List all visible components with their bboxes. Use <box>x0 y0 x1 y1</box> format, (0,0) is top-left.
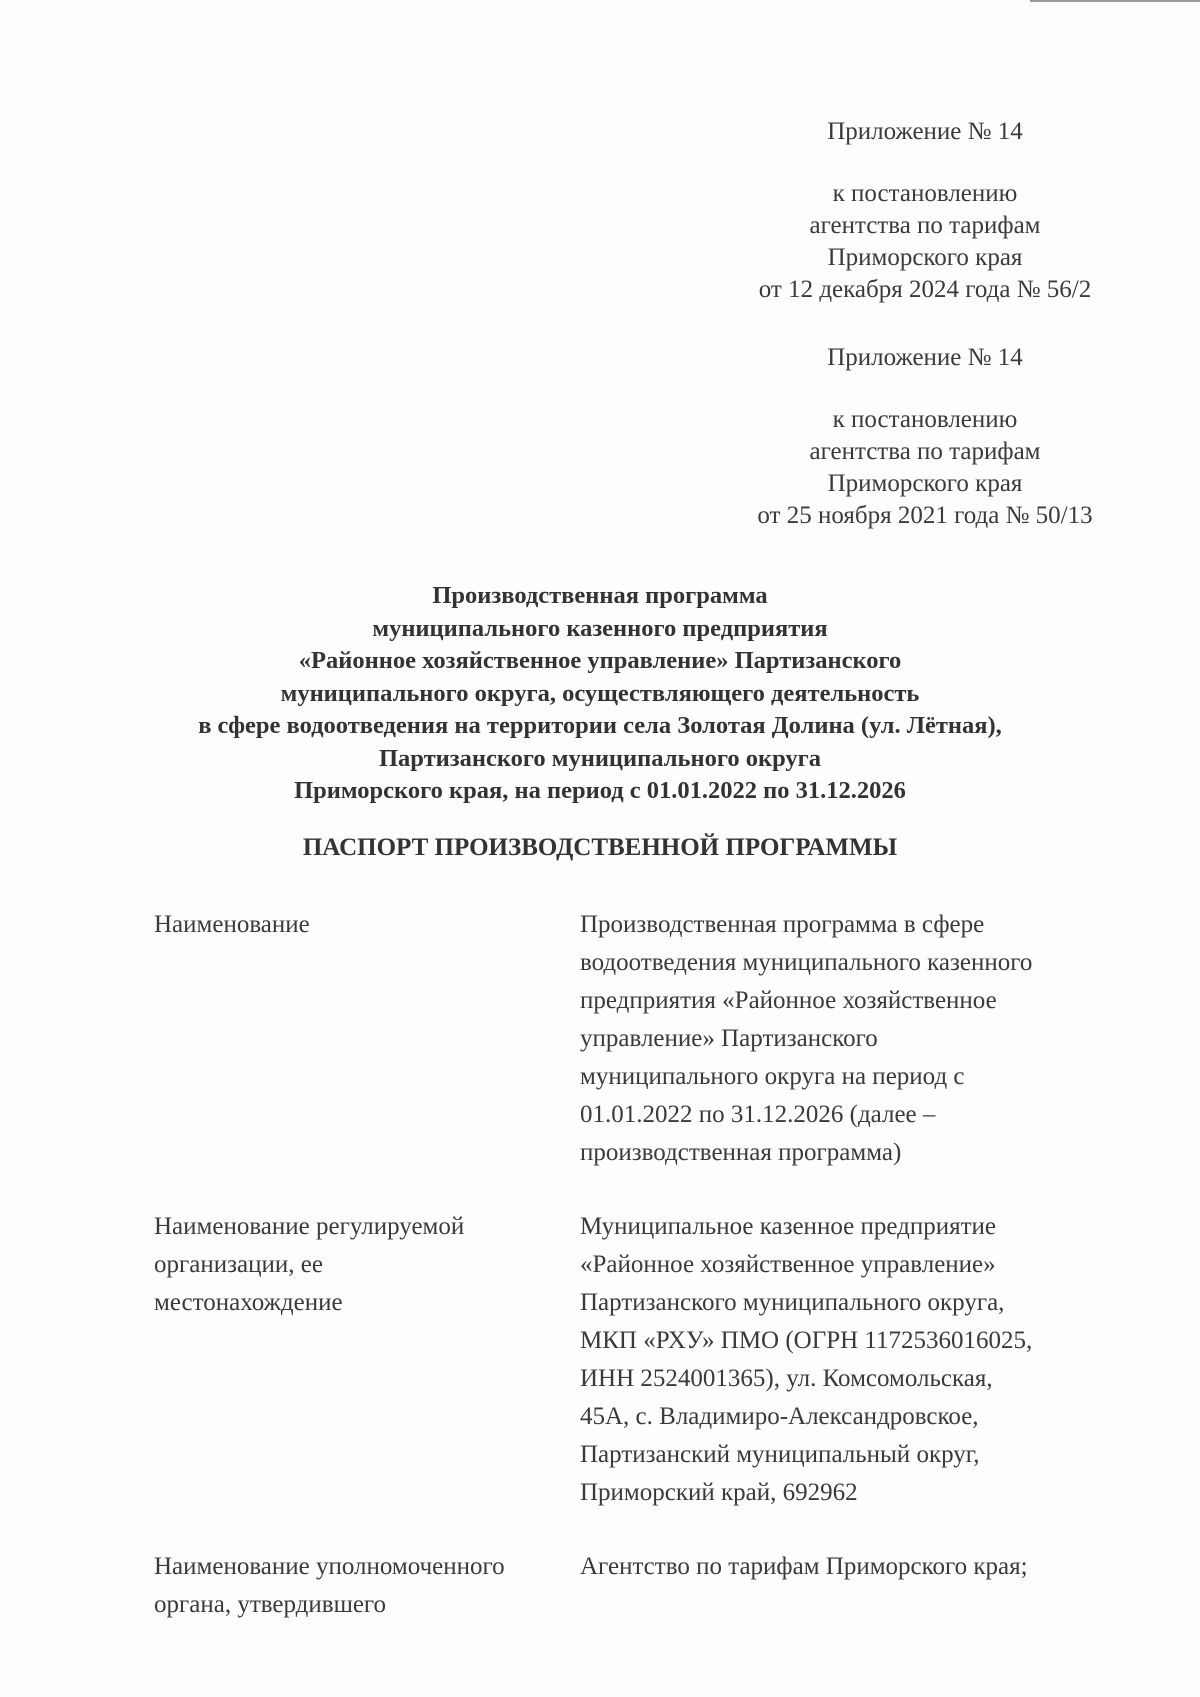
passport-table <box>154 906 1094 1660</box>
title-line: Приморского края, на период с 01.01.2022 по 31.12.2026 <box>294 777 906 804</box>
title-line: Партизанского муниципального округа <box>378 744 822 772</box>
row-value-line: 45А, с. Владимиро-Александровское, <box>580 1403 979 1430</box>
passport-row-authority <box>154 1548 1094 1624</box>
appendix-number: Приложение № 14 <box>827 118 1023 145</box>
title-line: «Районное хозяйственное управление» Партизанского <box>298 647 902 674</box>
passport-row-name <box>154 906 1094 1172</box>
title-line: Производственная программа <box>432 582 768 609</box>
title-line: муниципального округа, осуществляющего деятельность <box>280 679 920 707</box>
row-value-line: ИНН 2524001365), ул. Комсомольская, <box>580 1365 993 1392</box>
row-value-line: муниципального округа на период с <box>580 1063 965 1090</box>
row-value-line: производственная программа) <box>580 1139 902 1166</box>
row-label <box>154 1208 580 1512</box>
appendix-line: агентства по тарифам <box>809 438 1041 465</box>
row-value-line: Агентство по тарифам Приморского края; <box>580 1553 1028 1580</box>
row-value <box>580 1548 1094 1624</box>
row-value-line: Партизанский муниципальный округ, <box>580 1441 980 1468</box>
row-value-line: Производственная программа в сфере <box>580 911 985 938</box>
appendix-date-line: от 25 ноября 2021 года № 50/13 <box>757 502 1093 529</box>
appendix-block-original <box>735 342 1115 532</box>
appendix-line: агентства по тарифам <box>809 212 1041 239</box>
row-value-line: МКП «РХУ» ПМО (ОГРН 1172536016025, <box>580 1327 1033 1354</box>
row-label <box>154 906 580 1172</box>
row-value <box>580 906 1094 1172</box>
appendix-line: Приморского края <box>827 470 1023 497</box>
passport-row-organization <box>154 1208 1094 1512</box>
row-label-line: Наименование регулируемой <box>154 1213 465 1240</box>
document-title <box>100 580 1100 808</box>
row-value-line: предприятия «Районное хозяйственное <box>580 987 997 1014</box>
appendix-block-current <box>735 116 1115 306</box>
row-label <box>154 1548 580 1624</box>
title-line: в сфере водоотведения на территории села Золотая Долина (ул. Лётная), <box>198 712 1002 739</box>
appendix-line: к постановлению <box>832 406 1018 433</box>
row-value-line: «Районное хозяйственное управление» <box>580 1251 996 1278</box>
appendix-number: Приложение № 14 <box>827 344 1023 371</box>
row-value <box>580 1208 1094 1512</box>
row-value-line: управление» Партизанского <box>580 1025 878 1052</box>
row-label-line: Наименование уполномоченного <box>154 1553 505 1580</box>
title-line: муниципального казенного предприятия <box>372 614 828 642</box>
passport-heading: ПАСПОРТ ПРОИЗВОДСТВЕННОЙ ПРОГРАММЫ <box>302 834 898 861</box>
row-value-line: 01.01.2022 по 31.12.2026 (далее – <box>580 1101 936 1128</box>
row-label-line: местонахождение <box>154 1289 343 1316</box>
row-label-line: органа, утвердившего <box>154 1591 387 1618</box>
scan-edge-mark <box>1030 0 1200 2</box>
appendix-line: Приморского края <box>827 244 1023 271</box>
row-value-line: водоотведения муниципального казенного <box>580 949 1033 976</box>
appendix-line: к постановлению <box>832 180 1018 207</box>
row-label-line: организации, ее <box>154 1251 323 1278</box>
row-label-line: Наименование <box>154 911 310 938</box>
row-value-line: Приморский край, 692962 <box>580 1479 858 1506</box>
row-value-line: Партизанского муниципального округа, <box>580 1289 1005 1316</box>
appendix-date-line: от 12 декабря 2024 года № 56/2 <box>758 276 1092 303</box>
row-value-line: Муниципальное казенное предприятие <box>580 1213 996 1240</box>
